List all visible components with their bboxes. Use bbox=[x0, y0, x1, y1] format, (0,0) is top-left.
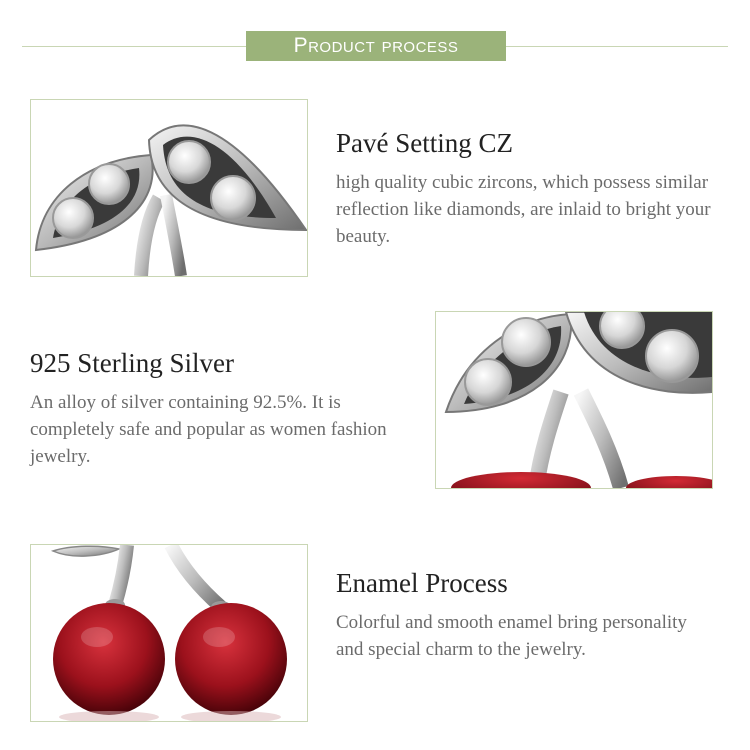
enamel-process-image bbox=[30, 544, 308, 722]
red-enamel-cherries-icon bbox=[31, 545, 307, 721]
header-divider-left bbox=[22, 46, 246, 47]
header-divider-right bbox=[506, 46, 728, 47]
pave-setting-image bbox=[30, 99, 308, 277]
pave-zircon-leaves-icon bbox=[31, 100, 307, 276]
feature-title-silver: 925 Sterling Silver bbox=[30, 348, 234, 378]
feature-title-pave: Pavé Setting CZ bbox=[336, 128, 513, 158]
feature-desc-silver: An alloy of silver containing 92.5%. It is completely safe and popular as women fashion jewelry. bbox=[30, 392, 387, 467]
feature-title-enamel: Enamel Process bbox=[336, 568, 508, 598]
silver-leaves-stems-icon bbox=[436, 312, 712, 488]
feature-desc-pave: high quality cubic zircons, which possess similar reflection like diamonds, are inlaid to bright your beauty. bbox=[336, 172, 711, 247]
feature-desc-enamel: Colorful and smooth enamel bring personality and special charm to the jewelry. bbox=[336, 612, 687, 660]
sterling-silver-image bbox=[435, 311, 713, 489]
section-title: Product process bbox=[246, 31, 506, 61]
